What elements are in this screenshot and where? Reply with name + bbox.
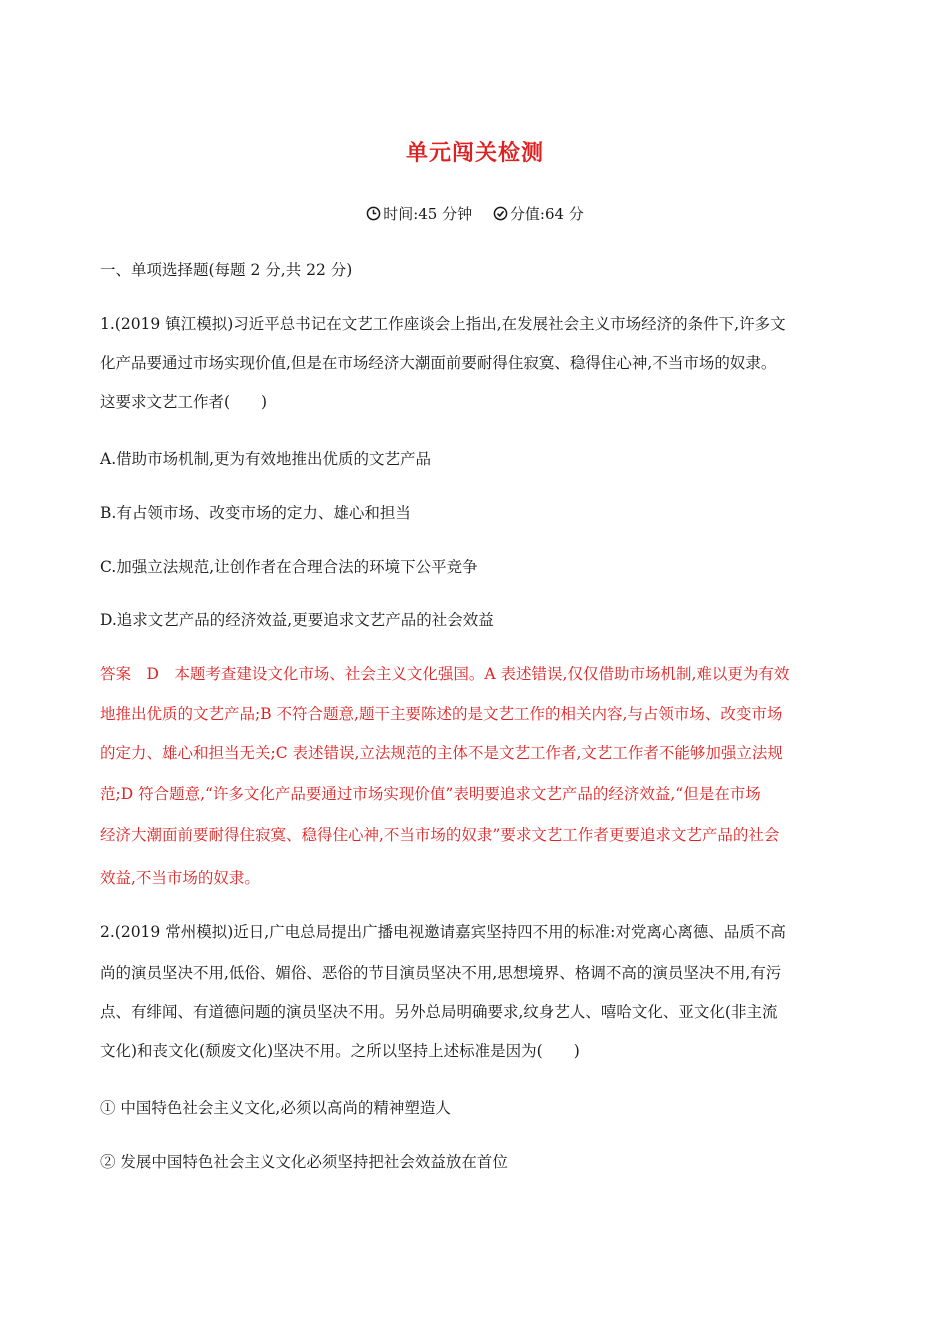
question-2-line: 点、有绯闻、有道德问题的演员坚决不用。另外总局明确要求,纹身艺人、嘻哈文化、亚文化(非主流 — [100, 1003, 778, 1021]
question-2-line: 文化)和丧文化(颓废文化)坚决不用。之所以坚持上述标准是因为( ) — [100, 1042, 580, 1060]
score-info — [493, 203, 584, 224]
section-heading: 一、单项选择题(每题 2 分,共 22 分) — [100, 261, 353, 279]
question-1-option-b: B.有占领市场、改变市场的定力、雄心和担当 — [100, 504, 411, 522]
page-title: 单元闯关检测 — [405, 141, 544, 166]
answer-1-line: 经济大潮面前要耐得住寂寞、稳得住心神,不当市场的奴隶”要求文艺工作者更要追求文艺产品的社会 — [100, 826, 780, 844]
clock-icon — [366, 206, 381, 221]
question-1-line: 1.(2019 镇江模拟)习近平总书记在文艺工作座谈会上指出,在发展社会主义市场经济的条件下,许多文 — [100, 315, 786, 333]
question-2-line: 尚的演员坚决不用,低俗、媚俗、恶俗的节目演员坚决不用,思想境界、格调不高的演员坚决不用,有污 — [100, 964, 782, 982]
question-1-option-d: D.追求文艺产品的经济效益,更要追求文艺产品的社会效益 — [100, 611, 494, 629]
question-1-line: 这要求文艺工作者( ) — [100, 393, 268, 411]
question-1-line: 化产品要通过市场实现价值,但是在市场经济大潮面前要耐得住寂寞、稳得住心神,不当市场的奴隶。 — [100, 354, 777, 372]
answer-1-line: 答案 D 本题考查建设文化市场、社会主义文化强国。A 表述错误,仅仅借助市场机制,难以更为有效 — [100, 665, 790, 683]
time-info — [366, 203, 472, 224]
question-2-statement-1: ① 中国特色社会主义文化,必须以高尚的精神塑造人 — [100, 1099, 451, 1117]
check-circle-icon — [493, 206, 508, 221]
exam-meta — [0, 203, 950, 225]
time-label: 时间:45 分钟 — [383, 205, 473, 223]
question-2-line: 2.(2019 常州模拟)近日,广电总局提出广播电视邀请嘉宾坚持四不用的标准:对党离心离德、品质不高 — [100, 923, 786, 941]
answer-1-line: 地推出优质的文艺产品;B 不符合题意,题干主要陈述的是文艺工作的相关内容,与占领市场、改变市场 — [100, 705, 783, 723]
question-1-option-a: A.借助市场机制,更为有效地推出优质的文艺产品 — [100, 450, 432, 468]
question-1-option-c: C.加强立法规范,让创作者在合理合法的环境下公平竞争 — [100, 558, 478, 576]
answer-1-line: 的定力、雄心和担当无关;C 表述错误,立法规范的主体不是文艺工作者,文艺工作者不能够加强立法规 — [100, 744, 783, 762]
answer-1-line: 范;D 符合题意,“许多文化产品要通过市场实现价值”表明要追求文艺产品的经济效益,“但是在市场 — [100, 785, 761, 803]
score-label: 分值:64 分 — [509, 205, 584, 223]
question-2-statement-2: ② 发展中国特色社会主义文化必须坚持把社会效益放在首位 — [100, 1153, 508, 1171]
answer-1-line: 效益,不当市场的奴隶。 — [100, 869, 260, 887]
